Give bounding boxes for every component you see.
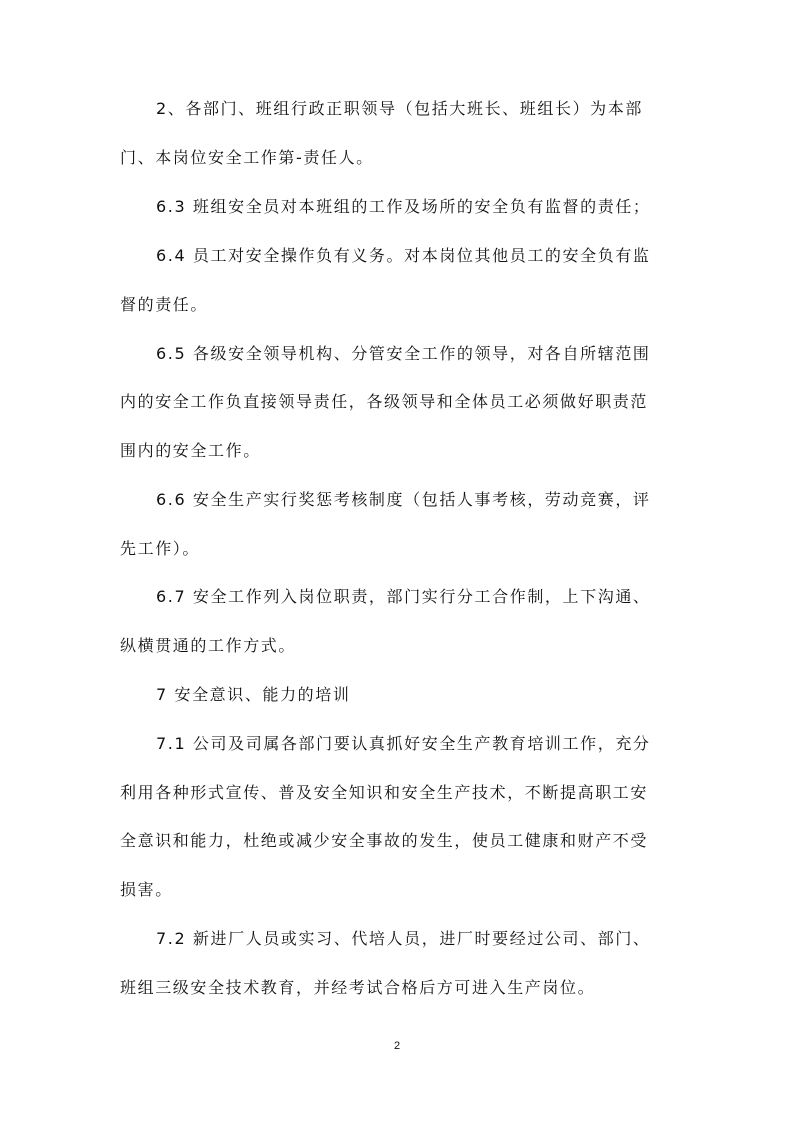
paragraph-line: 损害。 — [120, 880, 173, 899]
paragraph-line: 6.6 安全生产实行奖惩考核制度（包括人事考核，劳动竞赛，评 — [156, 490, 651, 509]
paragraph-line: 纵横贯通的工作方式。 — [120, 636, 297, 655]
paragraph-line: 内的安全工作负直接领导责任，各级领导和全体员工必须做好职责范 — [120, 392, 649, 411]
paragraph-line: 先工作）。 — [120, 539, 201, 558]
paragraph-line: 围内的安全工作。 — [120, 441, 261, 460]
paragraph-line: 6.3 班组安全员对本班组的工作及场所的安全负有监督的责任； — [156, 197, 651, 216]
paragraph-line: 门、本岗位安全工作第-责任人。 — [120, 148, 374, 167]
paragraph-line: 班组三级安全技术教育，并经考试合格后方可进入生产岗位。 — [120, 978, 596, 997]
paragraph-line: 利用各种形式宣传、普及安全知识和安全生产技术，不断提高职工安 — [120, 783, 649, 802]
paragraph-line: 6.7 安全工作列入岗位职责，部门实行分工合作制，上下沟通、 — [156, 587, 651, 606]
paragraph-line: 2、各部门、班组行政正职领导（包括大班长、班组长）为本部 — [156, 99, 643, 118]
page-number: 2 — [393, 1040, 401, 1052]
paragraph-line: 6.4 员工对安全操作负有义务。对本岗位其他员工的安全负有监 — [156, 246, 651, 265]
paragraph-line: 督的责任。 — [120, 295, 209, 314]
paragraph-line: 全意识和能力，杜绝或减少安全事故的发生，使员工健康和财产不受 — [120, 831, 649, 850]
paragraph-line: 7.1 公司及司属各部门要认真抓好安全生产教育培训工作，充分 — [156, 734, 651, 753]
paragraph-line: 7.2 新进厂人员或实习、代培人员，进厂时要经过公司、部门、 — [156, 929, 651, 948]
section-heading: 7 安全意识、能力的培训 — [156, 685, 351, 704]
paragraph-line: 6.5 各级安全领导机构、分管安全工作的领导，对各自所辖范围 — [156, 344, 651, 363]
